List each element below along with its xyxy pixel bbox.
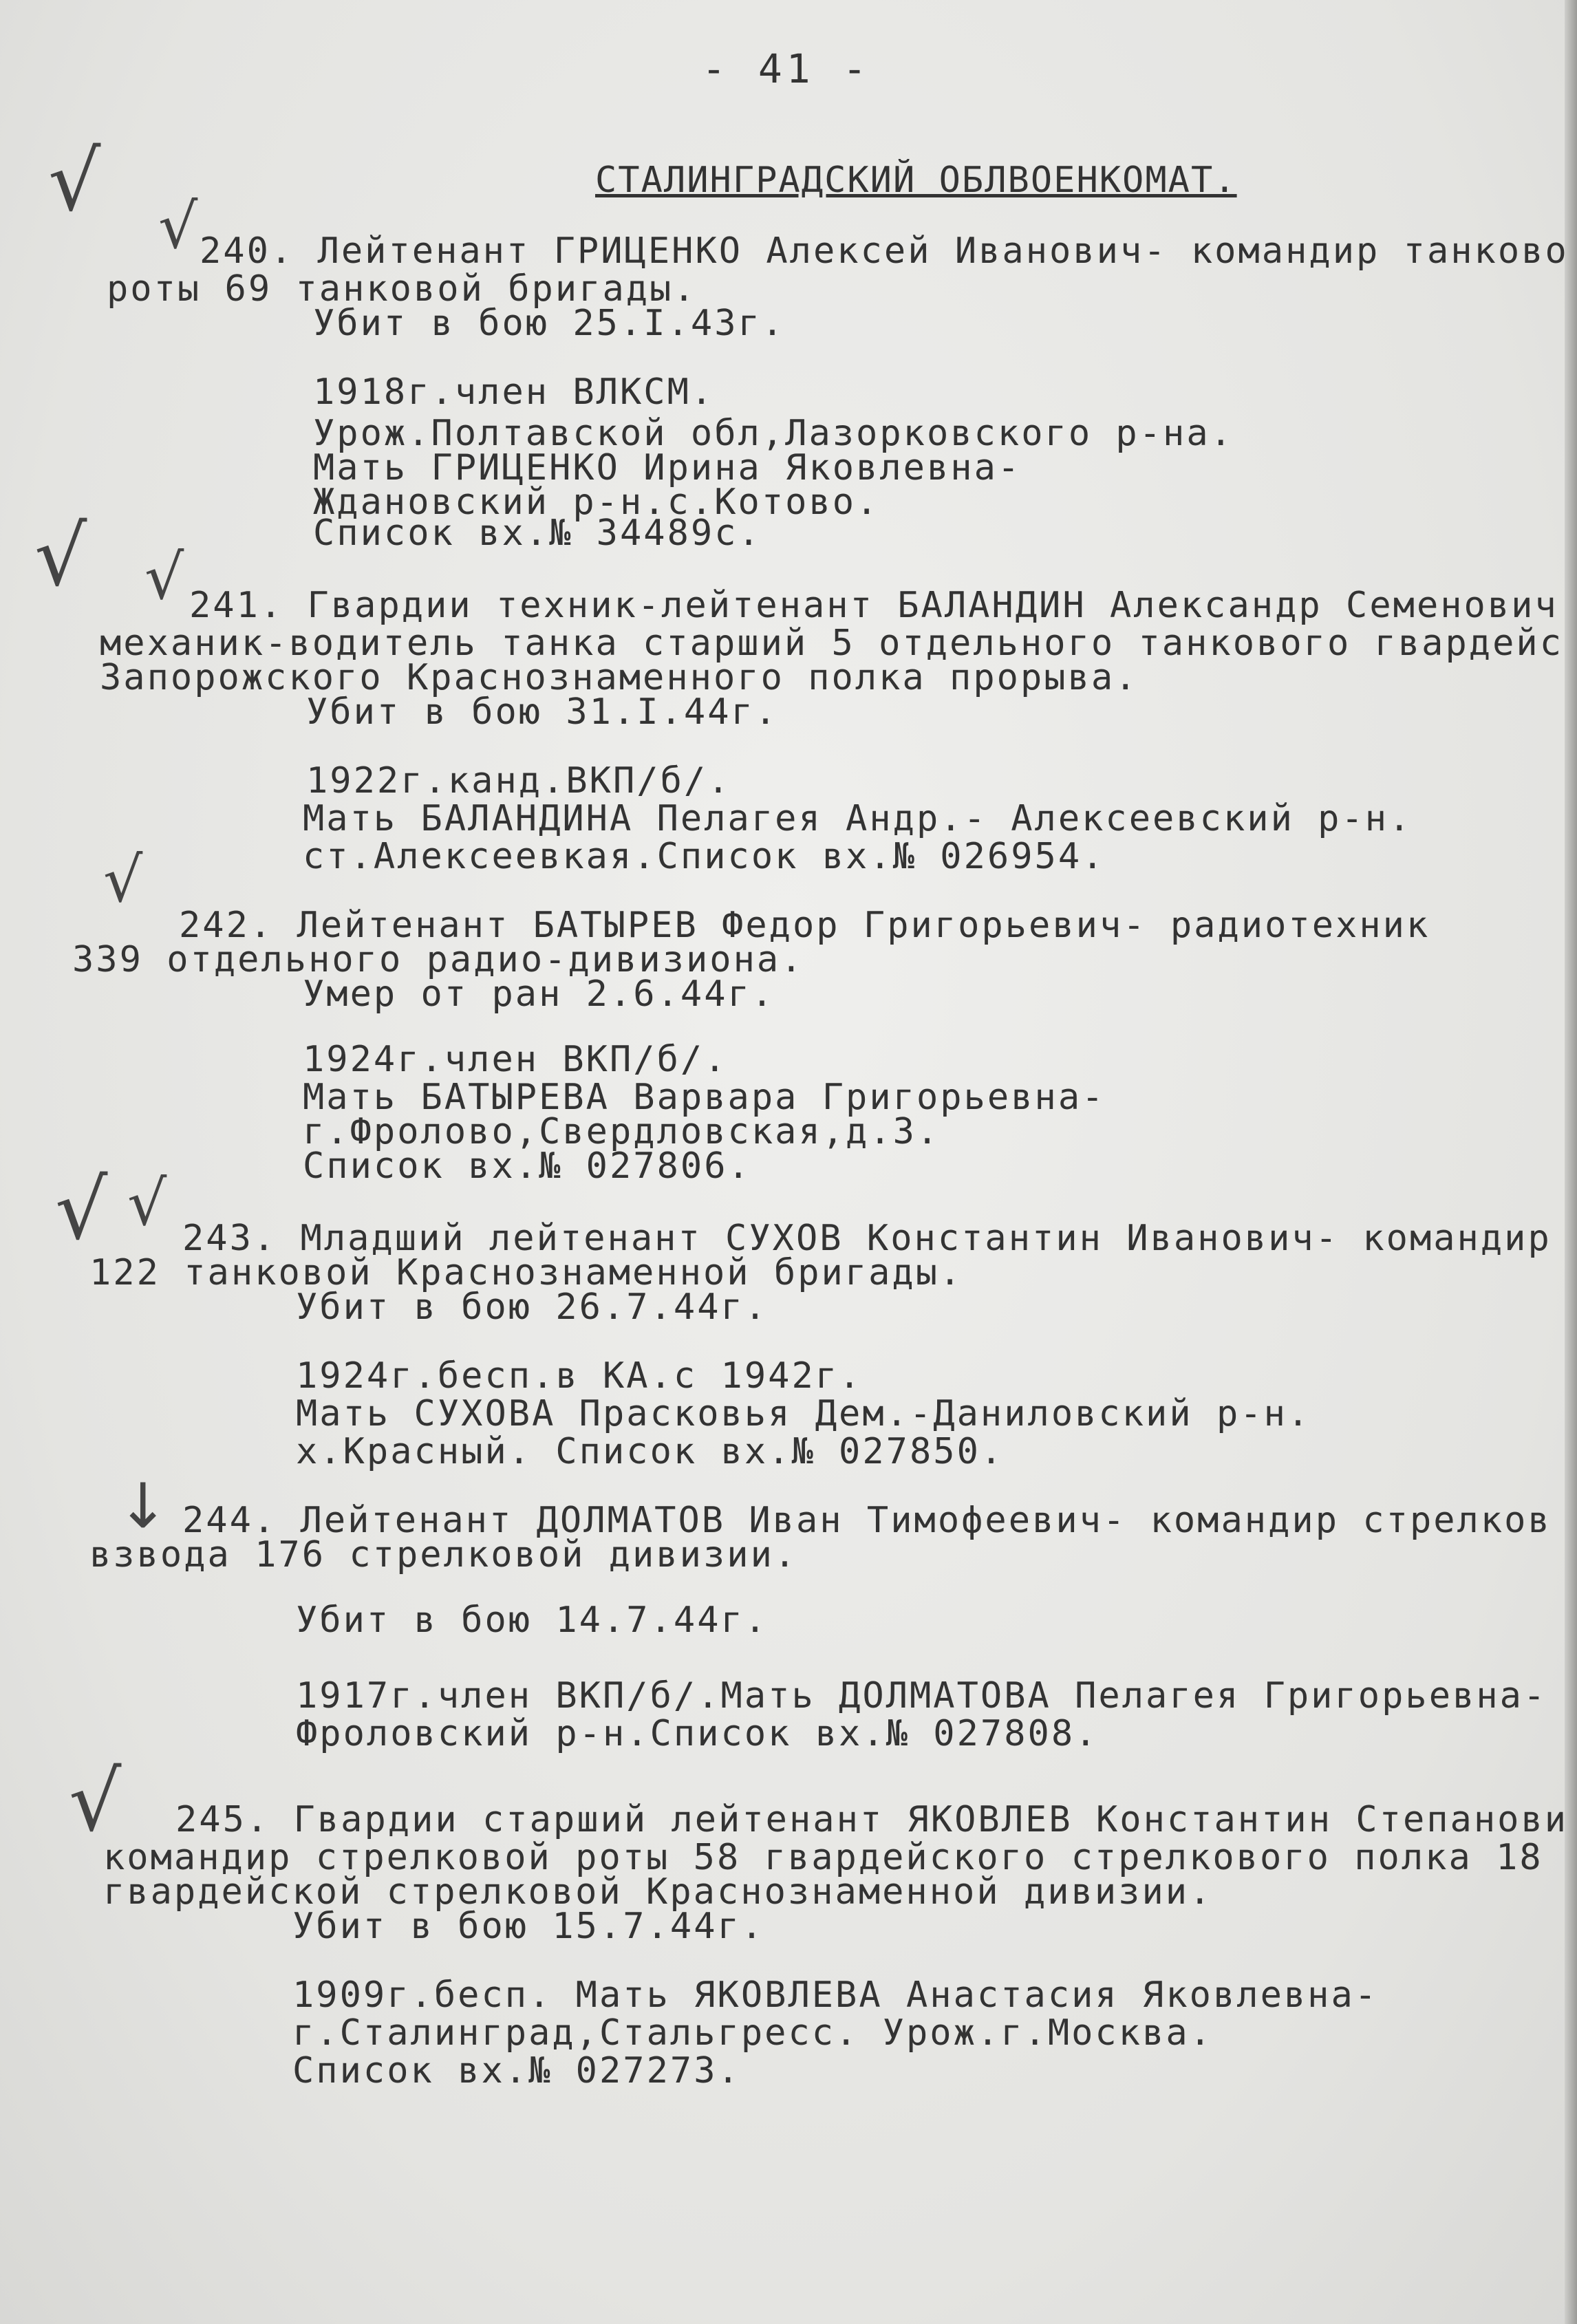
check-mark: √	[69, 1754, 122, 1850]
entry-241-line-5: 1922г.канд.ВКП/б/.	[306, 760, 731, 801]
check-mark: √	[144, 541, 184, 614]
check-mark: √	[158, 191, 198, 263]
arrow-mark: ↓	[117, 1470, 169, 1542]
entry-240-line-4: 1918г.член ВЛКСМ.	[313, 372, 715, 413]
entry-241-line-7: ст.Алексеевкая.Список вх.№ 026954.	[303, 836, 1106, 877]
entry-240-line-8: Список вх.№ 34489с.	[313, 513, 762, 554]
heading: СТАЛИНГРАДСКИЙ ОБЛВОЕНКОМАТ.	[595, 160, 1237, 201]
entry-245-line-6: г.Сталинград,Стальгресс. Урож.г.Москва.	[292, 2012, 1213, 2054]
check-mark: √	[34, 509, 87, 605]
entry-241-line-3: Запорожского Краснознаменного полка прорыва.	[100, 657, 1139, 698]
entry-244-line-2: взвода 176 стрелковой дивизии.	[89, 1534, 798, 1575]
entry-242-line-1: 242. Лейтенант БАТЫРЕВ Федор Григорьевич- радиотехник	[179, 905, 1430, 946]
entry-245-line-2: командир стрелковой роты 58 гвардейского стрелкового полка 18	[103, 1837, 1543, 1878]
entry-244-line-3: Убит в бою 14.7.44г.	[296, 1600, 769, 1641]
entry-243-line-3: Убит в бою 26.7.44г.	[296, 1287, 769, 1328]
check-mark: √	[103, 844, 143, 916]
entry-243-line-1: 243. Младший лейтенант СУХОВ Константин Иванович- командир	[182, 1218, 1552, 1259]
entry-245-line-7: Список вх.№ 027273.	[292, 2050, 741, 2091]
entry-240-line-1: 240. Лейтенант ГРИЦЕНКО Алексей Иванович- командир танково	[200, 230, 1569, 272]
entry-243-line-6: х.Красный. Список вх.№ 027850.	[296, 1431, 1005, 1472]
entry-242-line-7: Список вх.№ 027806.	[303, 1145, 751, 1187]
entry-245-line-4: Убит в бою 15.7.44г.	[292, 1906, 765, 1947]
entry-242-line-2: 339 отдельного радио-дивизиона.	[72, 939, 804, 980]
entry-243-line-4: 1924г.беcп.в КА.с 1942г.	[296, 1355, 863, 1397]
page-edge	[1565, 0, 1577, 2324]
entry-240-line-3: Убит в бою 25.I.43г.	[313, 303, 786, 344]
check-mark: √	[127, 1168, 167, 1240]
entry-240-line-6: Мать ГРИЦЕНКО Ирина Яковлевна-	[313, 447, 1022, 488]
check-mark: √	[55, 1163, 108, 1258]
entry-242-line-3: Умер от ран 2.6.44г.	[303, 973, 775, 1015]
entry-240-line-2: роты 69 танковой бригады.	[107, 268, 697, 310]
entry-240-line-7: Ждановский р-н.с.Котово.	[313, 482, 880, 523]
entry-242-line-4: 1924г.член ВКП/б/.	[303, 1039, 728, 1080]
entry-243-line-2: 122 танковой Краснознаменной бригады.	[89, 1252, 963, 1293]
entry-245-line-1: 245. Гвардии старший лейтенант ЯКОВЛЕВ Константин Степанови	[175, 1799, 1569, 1840]
entry-240-line-5: Урож.Полтавской обл,Лазорковского р-на.	[313, 413, 1234, 454]
entry-245-line-3: гвардейской стрелковой Краснознаменной дивизии.	[103, 1871, 1213, 1913]
page-number: - 41 -	[702, 45, 871, 92]
entry-245-line-5: 1909г.бесп. Мать ЯКОВЛЕВА Анастасия Яковлевна-	[292, 1975, 1379, 2016]
entry-242-line-5: Мать БАТЫРЕВА Варвара Григорьевна-	[303, 1077, 1106, 1118]
entry-242-line-6: г.Фролово,Свердловская,д.3.	[303, 1111, 941, 1152]
entry-244-line-4: 1917г.член ВКП/б/.Мать ДОЛМАТОВА Пелагея Григорьевна-	[296, 1675, 1547, 1717]
entry-241-line-6: Мать БАЛАНДИНА Пелагея Андр.- Алексеевский р-н.	[303, 798, 1413, 839]
entry-243-line-5: Мать СУХОВА Прасковья Дем.-Даниловский р-н.	[296, 1393, 1311, 1434]
entry-241-line-4: Убит в бою 31.I.44г.	[306, 691, 779, 733]
entry-244-line-1: 244. Лейтенант ДОЛМАТОВ Иван Тимофеевич- командир стрелков	[182, 1500, 1552, 1541]
entry-241-line-2: механик-водитель танка старший 5 отдельного танкового гвардейс	[100, 623, 1564, 664]
entry-244-line-5: Фроловский р-н.Список вх.№ 027808.	[296, 1713, 1099, 1754]
entry-241-line-1: 241. Гвардии техник-лейтенант БАЛАНДИН Александр Семенович	[189, 585, 1558, 626]
check-mark: √	[48, 134, 101, 230]
